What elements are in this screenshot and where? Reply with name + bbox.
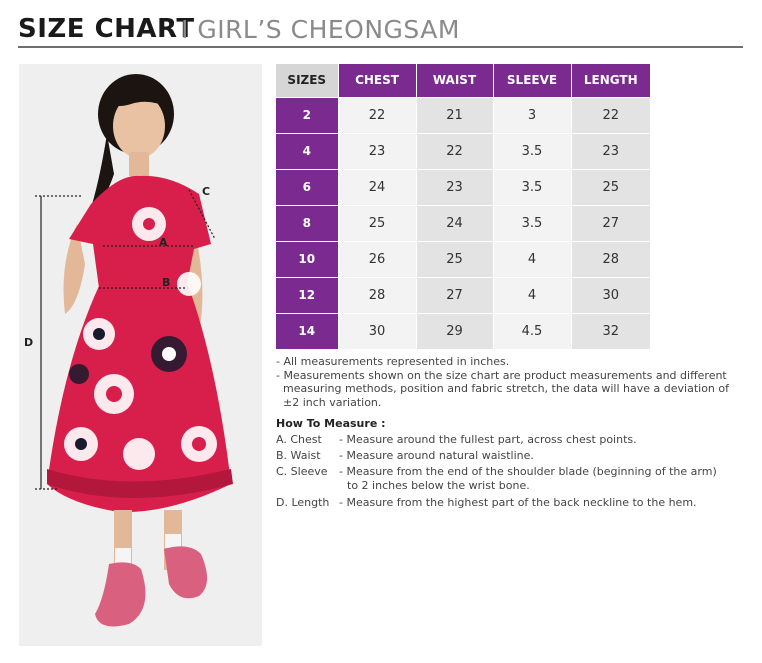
length-cell: 23 bbox=[571, 133, 650, 169]
length-cell: 30 bbox=[571, 277, 650, 313]
measure-label-c: C bbox=[202, 185, 211, 198]
note-deviation: - Measurements shown on the size chart are product measurements and different bbox=[276, 368, 727, 382]
length-cell: 25 bbox=[571, 169, 650, 205]
waist-cell: 25 bbox=[416, 241, 493, 277]
how-to-measure-list bbox=[276, 433, 746, 512]
table-row bbox=[276, 133, 650, 169]
table-row bbox=[276, 169, 650, 205]
length-cell: 27 bbox=[571, 205, 650, 241]
sleeve-cell: 4.5 bbox=[493, 313, 571, 349]
measure-description: - Measure around the fullest part, across chest points. bbox=[339, 433, 637, 446]
table-header-row bbox=[276, 64, 650, 97]
chest-cell: 22 bbox=[338, 97, 416, 133]
chest-cell: 30 bbox=[338, 313, 416, 349]
model-illustration bbox=[19, 64, 262, 646]
table-row bbox=[276, 97, 650, 133]
size-cell: 4 bbox=[276, 133, 338, 169]
measure-description: - Measure from the end of the shoulder blade (beginning of the arm) bbox=[339, 465, 717, 478]
measure-label: A. Chest bbox=[276, 433, 322, 446]
sleeve-cell: 3.5 bbox=[493, 169, 571, 205]
measure-label: B. Waist bbox=[276, 449, 321, 462]
sleeve-cell: 3 bbox=[493, 97, 571, 133]
measure-label-b: B bbox=[162, 276, 171, 289]
note-deviation-cont: measuring methods, position and fabric stretch, the data will have a deviation of bbox=[283, 382, 729, 395]
chest-cell: 23 bbox=[338, 133, 416, 169]
measure-label: C. Sleeve bbox=[276, 465, 328, 478]
note-inches: - All measurements represented in inches. bbox=[276, 355, 510, 368]
waist-cell: 23 bbox=[416, 169, 493, 205]
measure-description: - Measure around natural waistline. bbox=[339, 449, 534, 462]
size-cell: 10 bbox=[276, 241, 338, 277]
list-item bbox=[276, 496, 746, 512]
length-cell: 22 bbox=[571, 97, 650, 133]
table-row bbox=[276, 277, 650, 313]
waist-cell: 24 bbox=[416, 205, 493, 241]
table-row bbox=[276, 205, 650, 241]
page-subtitle: I GIRL’S CHEONGSAM bbox=[181, 15, 460, 44]
chest-cell: 28 bbox=[338, 277, 416, 313]
table-row bbox=[276, 313, 650, 349]
length-cell: 28 bbox=[571, 241, 650, 277]
col-header-length: LENGTH bbox=[571, 64, 650, 97]
waist-cell: 21 bbox=[416, 97, 493, 133]
col-header-chest: CHEST bbox=[338, 64, 416, 97]
page-title: SIZE CHART bbox=[18, 14, 195, 44]
list-item bbox=[276, 433, 746, 449]
measure-description-block bbox=[339, 465, 744, 493]
sleeve-cell: 4 bbox=[493, 277, 571, 313]
size-cell: 2 bbox=[276, 97, 338, 133]
sleeve-cell: 3.5 bbox=[493, 205, 571, 241]
chest-cell: 24 bbox=[338, 169, 416, 205]
waist-cell: 22 bbox=[416, 133, 493, 169]
measure-description-cont: to 2 inches below the wrist bone. bbox=[347, 479, 530, 492]
note-deviation-cont2: ±2 inch variation. bbox=[283, 395, 382, 409]
col-header-sizes: SIZES bbox=[276, 64, 338, 97]
model-photo bbox=[19, 64, 262, 646]
measure-description: - Measure from the highest part of the back neckline to the hem. bbox=[339, 496, 697, 509]
waist-cell: 27 bbox=[416, 277, 493, 313]
chest-cell: 26 bbox=[338, 241, 416, 277]
measure-label-a: A bbox=[159, 236, 168, 249]
how-to-measure-title: How To Measure : bbox=[276, 417, 386, 430]
table-row bbox=[276, 241, 650, 277]
list-item bbox=[276, 449, 746, 465]
waist-cell: 29 bbox=[416, 313, 493, 349]
chest-cell: 25 bbox=[338, 205, 416, 241]
sleeve-cell: 3.5 bbox=[493, 133, 571, 169]
sleeve-cell: 4 bbox=[493, 241, 571, 277]
length-cell: 32 bbox=[571, 313, 650, 349]
list-item bbox=[276, 465, 746, 496]
col-header-waist: WAIST bbox=[416, 64, 493, 97]
size-cell: 6 bbox=[276, 169, 338, 205]
measurement-notes bbox=[276, 355, 746, 409]
size-cell: 12 bbox=[276, 277, 338, 313]
size-cell: 8 bbox=[276, 205, 338, 241]
col-header-sleeve: SLEEVE bbox=[493, 64, 571, 97]
size-cell: 14 bbox=[276, 313, 338, 349]
size-table bbox=[276, 64, 650, 349]
measure-label-d: D bbox=[24, 336, 34, 349]
page-header bbox=[18, 12, 743, 48]
measure-label: D. Length bbox=[276, 496, 330, 509]
